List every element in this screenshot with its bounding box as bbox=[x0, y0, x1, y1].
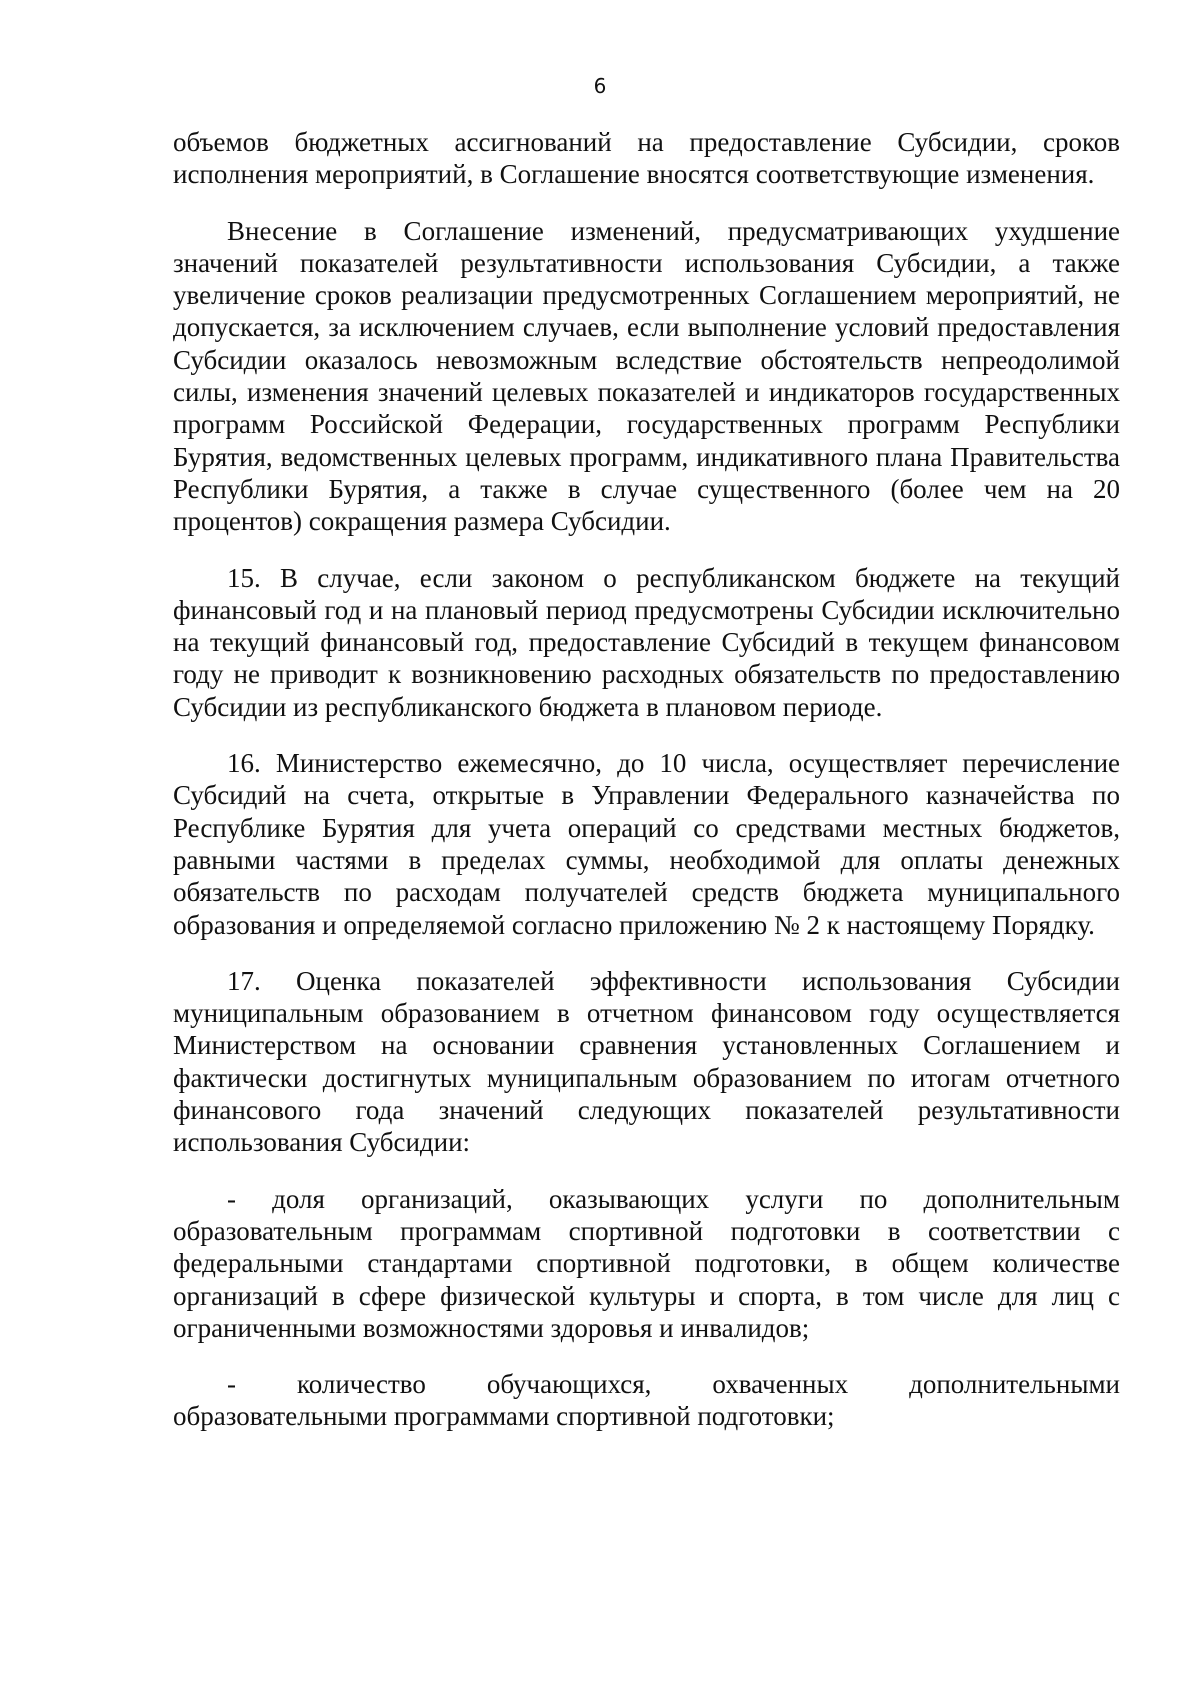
paragraph-17: 17. Оценка показателей эффективности использования Субсидии муниципальным образованием в отчетном финансовом году осуществляется Министерством на основании сравнения установленных Соглашением и фактически достигнутых муниципальным образованием по итогам отчетного финансового года значений следующих показателей результативности использования Субсидии: bbox=[173, 965, 1120, 1158]
list-item-indicator-students-count: - количество обучающихся, охваченных дополнительными образовательными программами спортивной подготовки; bbox=[173, 1369, 1120, 1432]
paragraph-amendment-restrictions: Внесение в Соглашение изменений, предусматривающих ухудшение значений показателей результативности использования Субсидии, а также увеличение сроков реализации предусмотренных Соглашением мероприятий, не допускается, за исключением случаев, если выполнение условий предоставления Субсидии оказалось невозможным вследствие обстоятельств непреодолимой силы, изменения значений целевых показателей и индикаторов государственных программ Российской Федерации, государственных программ Республики Бурятия, ведомственных целевых программ, индикативного плана Правительства Республики Бурятия, а также в случае существенного (более чем на 20 процентов) сокращения размера Субсидии. bbox=[173, 215, 1120, 537]
paragraph-continuation: объемов бюджетных ассигнований на предоставление Субсидии, сроков исполнения мероприятий, в Соглашение вносятся соответствующие изменения. bbox=[173, 127, 1120, 190]
paragraph-16: 16. Министерство ежемесячно, до 10 числа, осуществляет перечисление Субсидий на счета, открытые в Управлении Федерального казначейства по Республике Бурятия для учета операций со средствами местных бюджетов, равными частями в пределах суммы, необходимой для оплаты денежных обязательств по расходам получателей средств бюджета муниципального образования и определяемой согласно приложению № 2 к настоящему Порядку. bbox=[173, 748, 1120, 940]
document-body bbox=[173, 126, 1120, 1457]
paragraph-15: 15. В случае, если законом о республиканском бюджете на текущий финансовый год и на плановый период предусмотрены Субсидии исключительно на текущий финансовый год, предоставление Субсидий в текущем финансовом году не приводит к возникновению расходных обязательств по предоставлению Субсидии из республиканского бюджета в плановом периоде. bbox=[173, 562, 1120, 722]
list-item-indicator-organizations-share: - доля организаций, оказывающих услуги по дополнительным образовательным программам спортивной подготовки в соответствии с федеральными стандартами спортивной подготовки, в общем количестве организаций в сфере физической культуры и спорта, в том числе для лиц с ограниченными возможностями здоровья и инвалидов; bbox=[173, 1183, 1120, 1343]
page-number: 6 bbox=[593, 74, 607, 98]
